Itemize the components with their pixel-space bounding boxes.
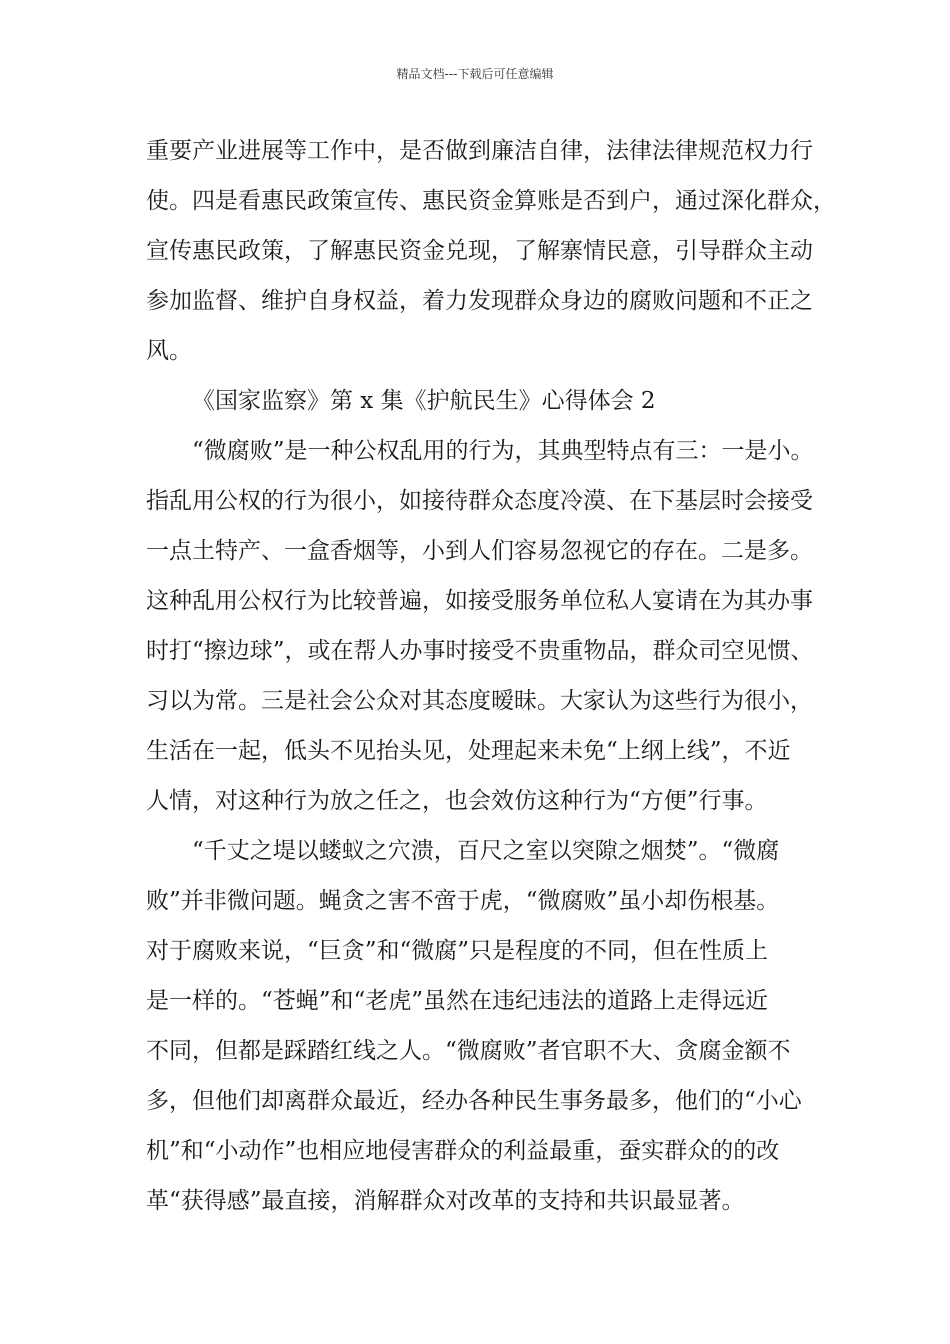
body-line: 机”和“小动作”也相应地侵害群众的利益最重，蚕实群众的的改: [146, 1138, 780, 1164]
body-line: 不同，但都是踩踏红线之人。“微腐败”者官职不大、贪腐金额不: [146, 1038, 791, 1064]
body-line: 一点土特产、一盒香烟等，小到人们容易忽视它的存在。二是多。: [146, 538, 813, 564]
body-line: 指乱用公权的行为很小，如接待群众态度冷漠、在下基层时会接受: [146, 488, 813, 514]
page-header: 精品文档---下载后可任意编辑: [396, 67, 554, 81]
body-line: 生活在一起，低头不见抬头见，处理起来未免“上纲上线”，不近: [146, 738, 791, 764]
body-line: 宣传惠民政策，了解惠民资金兑现，了解寨情民意，引导群众主动: [146, 238, 813, 264]
section-title: 《国家监察》第 x 集《护航民生》心得体会 2: [192, 388, 656, 414]
body-line: 风。: [146, 338, 192, 364]
body-line: 败”并非微问题。蝇贪之害不啻于虎，“微腐败”虽小却伤根基。: [146, 888, 780, 914]
body-line: 习以为常。三是社会公众对其态度暧昧。大家认为这些行为很小，: [146, 688, 813, 714]
body-line: 多，但他们却离群众最近，经办各种民生事务最多，他们的“小心: [146, 1088, 802, 1114]
body-line: “千丈之堤以蝼蚁之穴溃，百尺之室以突隙之烟焚”。“微腐: [192, 838, 780, 864]
body-line: 使。四是看惠民政策宣传、惠民资金算账是否到户，通过深化群众，: [146, 188, 836, 214]
body-line: 参加监督、维护自身权益，着力发现群众身边的腐败问题和不正之: [146, 288, 813, 314]
body-line: 是一样的。“苍蝇”和“老虎”虽然在违纪违法的道路上走得远近: [146, 988, 769, 1014]
body-line: 时打“擦边球”，或在帮人办事时接受不贵重物品，群众司空见惯、: [146, 638, 814, 664]
body-line: 革“获得感”最直接，消解群众对改革的支持和共识最显著。: [146, 1188, 745, 1214]
body-line: “微腐败”是一种公权乱用的行为，其典型特点有三：一是小。: [192, 438, 814, 464]
body-line: 对于腐败来说，“巨贪”和“微腐”只是程度的不同，但在性质上: [146, 938, 769, 964]
body-line: 这种乱用公权行为比较普遍，如接受服务单位私人宴请在为其办事: [146, 588, 813, 614]
body-line: 人情，对这种行为放之任之，也会效仿这种行为“方便”行事。: [146, 788, 768, 814]
body-line: 重要产业进展等工作中，是否做到廉洁自律，法律法律规范权力行: [146, 138, 813, 164]
